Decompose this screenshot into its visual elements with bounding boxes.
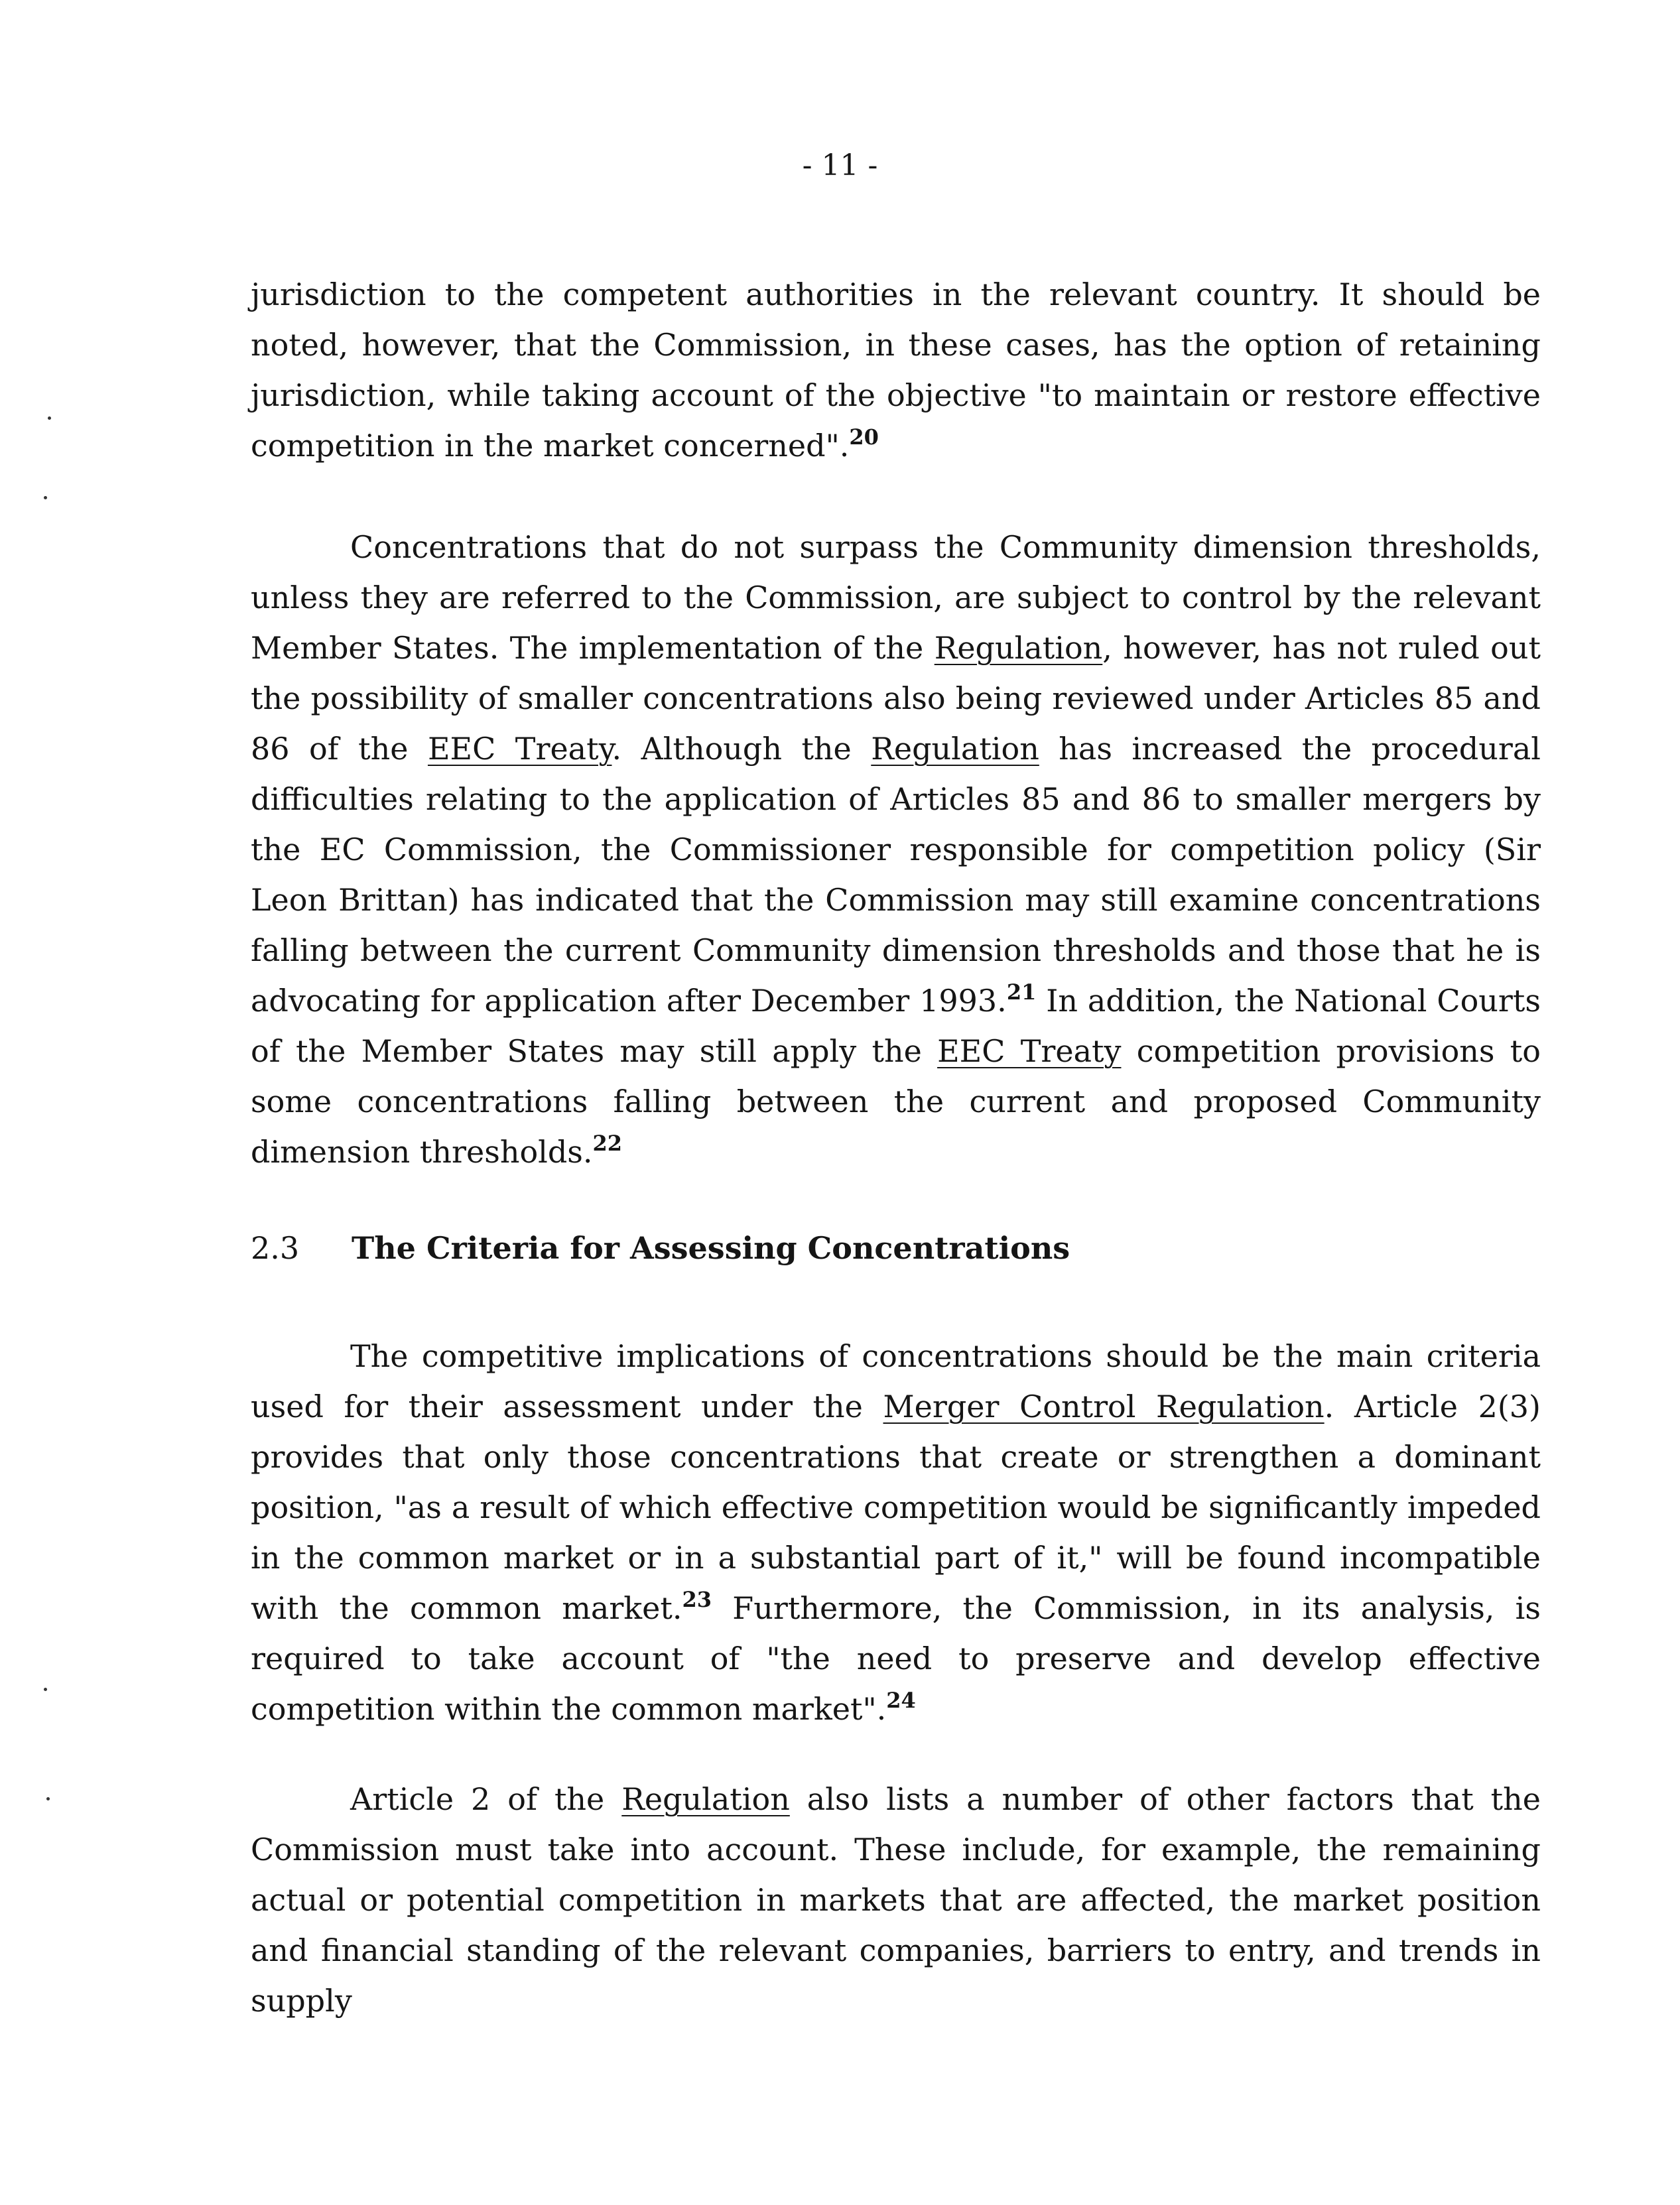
text-run: Furthermore, the Commission, in its analysis, is required to take account of "the need to preserve and develop effective competition within the common market". bbox=[251, 1590, 1541, 1727]
paragraph bbox=[251, 1331, 1541, 1734]
scan-speck bbox=[48, 416, 51, 420]
scan-speck bbox=[44, 496, 47, 499]
paragraph bbox=[251, 522, 1541, 1177]
text-run: In addition, the National Courts of the Member States may still apply the bbox=[251, 983, 1541, 1069]
underlined-title: EEC Treaty bbox=[937, 1033, 1122, 1069]
underlined-title: Merger Control Regulation bbox=[883, 1389, 1325, 1424]
footnote-reference: 24 bbox=[886, 1688, 916, 1713]
text-run: Article 2 of the bbox=[350, 1781, 622, 1817]
footnote-reference: 20 bbox=[849, 424, 879, 450]
text-run: . Although the bbox=[612, 731, 872, 767]
page-number: - 11 - bbox=[802, 149, 878, 182]
section-number: 2.3 bbox=[251, 1230, 300, 1266]
underlined-title: EEC Treaty bbox=[427, 731, 612, 767]
footnote-reference: 22 bbox=[592, 1131, 623, 1156]
text-run: has increased the procedural difficulties relating to the application of Articles 85 and 86 to smaller mergers by the EC Commission, the Commissioner responsible for competition policy (Sir Leon Brittan) has indicated that the Commission may still examine concentrations falling between the current Community dimension thresholds and those that he is advocating for application after December 1993. bbox=[251, 731, 1541, 1019]
underlined-title: Regulation bbox=[871, 731, 1039, 767]
scan-speck bbox=[46, 1797, 50, 1800]
footnote-reference: 23 bbox=[682, 1587, 712, 1612]
paragraph bbox=[251, 1774, 1541, 2026]
paragraph bbox=[251, 269, 1541, 471]
section-heading bbox=[251, 1223, 1070, 1273]
text-run: also lists a number of other factors that the Commission must take into account. These include, for example, the remaining actual or potential competition in markets that are affected, the market position and financial standing of the relevant companies, barriers to entry, and trends in supply bbox=[251, 1781, 1541, 2019]
scan-speck bbox=[44, 1688, 47, 1691]
footnote-reference: 21 bbox=[1006, 979, 1037, 1005]
text-run: jurisdiction to the competent authorities in the relevant country. It should be noted, however, that the Commission, in these cases, has the option of retaining jurisdiction, while taking account of the objective "to maintain or restore effective competition in the market concerned". bbox=[251, 277, 1541, 464]
text-run: competition provisions to some concentrations falling between the current and proposed Community dimension thresholds. bbox=[251, 1033, 1541, 1170]
section-title: The Criteria for Assessing Concentrations bbox=[352, 1230, 1070, 1266]
text-run: . Article 2(3) provides that only those concentrations that create or strengthen a dominant position, "as a result of which effective competition would be significantly impeded in the common market or in a substantial part of it," will be found incompatible with the common market. bbox=[251, 1389, 1541, 1626]
underlined-title: Regulation bbox=[621, 1781, 790, 1817]
text-run: The competitive implications of concentrations should be the main criteria used for their assessment under the bbox=[251, 1338, 1541, 1424]
underlined-title: Regulation bbox=[934, 630, 1103, 666]
text-run: Concentrations that do not surpass the Community dimension thresholds, unless they are referred to the Commission, are subject to control by the relevant Member States. The implementation of the bbox=[251, 529, 1541, 666]
text-run: , however, has not ruled out the possibility of smaller concentrations also being reviewed under Articles 85 and 86 of the bbox=[251, 630, 1541, 767]
